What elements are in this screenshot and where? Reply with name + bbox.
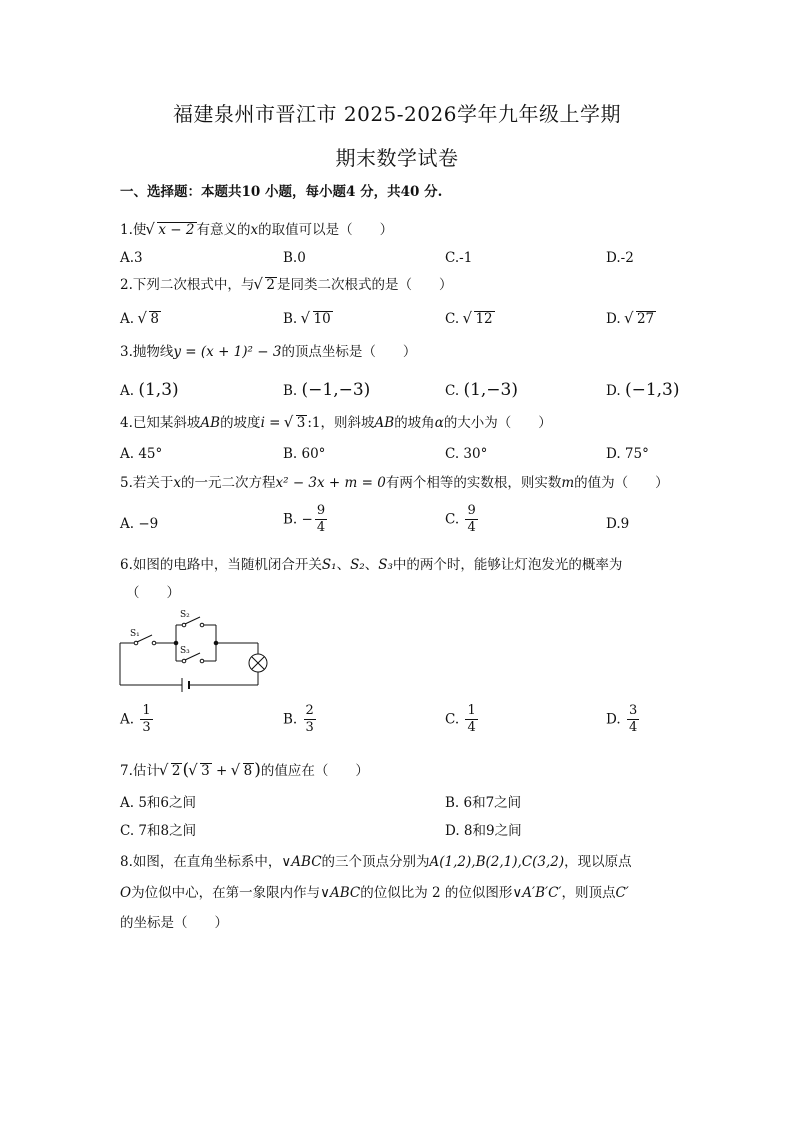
q5-option-c: C. $\frac{9}{4}$ bbox=[445, 503, 476, 536]
question-8-line-2: O为位似中心，在第一象限内作与∨ABC的位似比为 2 的位似图形∨A′B′C′，则顶点C′ bbox=[120, 885, 629, 901]
q4-option-c: C. 30° bbox=[445, 446, 488, 462]
q6-option-b: B. $\frac{2}{3}$ bbox=[283, 703, 314, 736]
circuit-diagram bbox=[114, 605, 274, 695]
q6-option-d: D. $\frac{3}{4}$ bbox=[606, 703, 638, 736]
q2-option-b: B. √ 10 bbox=[283, 311, 333, 328]
exam-title: 福建泉州市晋江市 2025-2026学年九年级上学期 bbox=[173, 102, 621, 126]
q1-option-a: A.3 bbox=[120, 250, 143, 266]
question-1: 1.使√ x − 2 有意义的x的取值可以是（ ） bbox=[120, 222, 393, 239]
question-2: 2.下列二次根式中，与√ 2 是同类二次根式的是（ ） bbox=[120, 277, 452, 294]
q6-answer-paren: （ ） bbox=[126, 585, 180, 601]
q2-option-a: A. √ 8 bbox=[120, 311, 161, 328]
q1-option-b: B.0 bbox=[283, 250, 306, 266]
question-4: 4.已知某斜坡AB的坡度i = √ 3 :1，则斜坡AB的坡角α的大小为（ ） bbox=[120, 415, 552, 432]
question-5: 5.若关于x的一元二次方程x² − 3x + m = 0有两个相等的实数根，则实数m的值为（ ） bbox=[120, 475, 669, 491]
label-s2: S₂ bbox=[180, 610, 190, 620]
question-3: 3.抛物线y = (x + 1)² − 3的顶点坐标是（ ） bbox=[120, 344, 417, 360]
q7-option-c: C. 7和8之间 bbox=[120, 823, 197, 839]
q3-option-b: B. (−1,−3) bbox=[283, 380, 371, 400]
q1-option-c: C.-1 bbox=[445, 250, 473, 266]
q6-option-a: A. $\frac{1}{3}$ bbox=[120, 703, 151, 736]
q1-radical: √ x − 2 bbox=[147, 222, 196, 239]
q1-option-d: D.-2 bbox=[606, 250, 634, 266]
q4-option-b: B. 60° bbox=[283, 446, 326, 462]
q2-option-d: D. √ 27 bbox=[606, 311, 656, 328]
q5-option-d: D.9 bbox=[606, 516, 630, 532]
label-s1: S₁ bbox=[130, 629, 140, 639]
q4-option-d: D. 75° bbox=[606, 446, 649, 462]
q1-prefix: 1.使 bbox=[120, 222, 147, 238]
q2-option-c: C. √ 12 bbox=[445, 311, 495, 328]
question-6: 6.如图的电路中，当随机闭合开关S₁、S₂、S₃中的两个时，能够让灯泡发光的概率为 bbox=[120, 557, 623, 573]
q5-option-b: B. − $\frac{9}{4}$ bbox=[283, 503, 326, 536]
q4-option-a: A. 45° bbox=[120, 446, 163, 462]
q2-radical: √ 2 bbox=[255, 277, 277, 294]
q7-option-a: A. 5和6之间 bbox=[120, 795, 197, 811]
q3-option-d: D. (−1,3) bbox=[606, 380, 680, 400]
q3-option-c: C. (1,−3) bbox=[445, 380, 518, 400]
label-s3: S₃ bbox=[180, 646, 190, 656]
section-heading: 一、选择题：本题共10 小题，每小题4 分，共40 分. bbox=[120, 184, 443, 200]
q7-option-b: B. 6和7之间 bbox=[445, 795, 522, 811]
q3-option-a: A. (1,3) bbox=[120, 380, 179, 400]
question-8-line-3: 的坐标是（ ） bbox=[120, 915, 228, 931]
q3-expression: y = (x + 1)² − 3 bbox=[173, 344, 282, 360]
q7-option-d: D. 8和9之间 bbox=[445, 823, 522, 839]
q6-option-c: C. $\frac{1}{4}$ bbox=[445, 703, 476, 736]
question-8-line-1: 8.如图，在直角坐标系中，∨ABC的三个顶点分别为A(1,2),B(2,1),C(3,2)，现以原点 bbox=[120, 854, 632, 870]
exam-subtitle: 期末数学试卷 bbox=[335, 146, 459, 170]
question-7: 7.估计√ 2 (√ 3 + √ 8 )的值应在（ ） bbox=[120, 760, 369, 780]
q5-option-a: A. −9 bbox=[120, 516, 159, 532]
